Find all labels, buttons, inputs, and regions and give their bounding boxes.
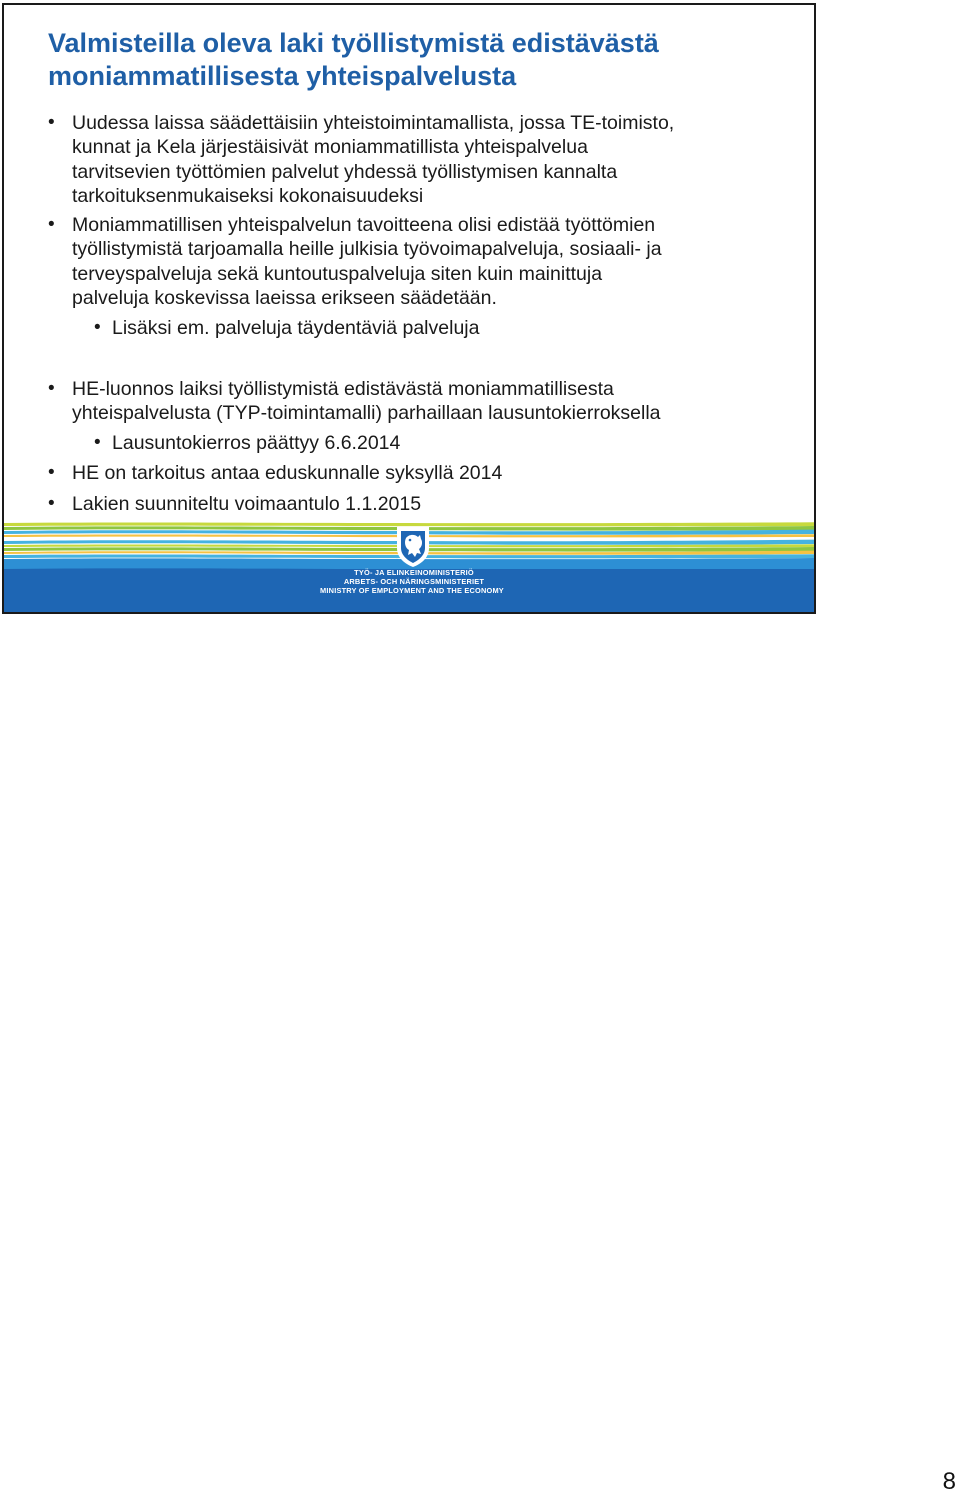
list-item-line: tarkoituksenmukaiseksi kokonaisuudeksi [72, 185, 424, 208]
list-item-text [72, 213, 662, 311]
bullet-marker: • [94, 317, 101, 338]
bullet-marker: • [48, 214, 55, 235]
bullet-marker: • [48, 493, 55, 514]
list-item-line: Lausuntokierros päättyy 6.6.2014 [112, 432, 401, 454]
ministry-name-sv: ARBETS- OCH NÄRINGSMINISTERIET [343, 577, 485, 586]
page-number: 8 [942, 1468, 956, 1495]
slide-title-line-2: moniammatillisesta yhteispalvelusta [48, 61, 517, 91]
list-item-line: tarvitsevien työttömien palvelut yhdessä työllistymisen kannalta [72, 160, 618, 183]
list-item-text [72, 461, 502, 485]
list-item-line: Lakien suunniteltu voimaantulo 1.1.2015 [72, 493, 422, 515]
list-item-text [112, 316, 479, 340]
bullet-marker: • [94, 432, 101, 453]
list-item-line: terveyspalveluja sekä kuntoutuspalveluja siten kuin mainittuja [72, 262, 603, 285]
list-item-text [112, 431, 400, 455]
list-item-line: palveluja koskevissa laeissa erikseen säädetään. [72, 287, 497, 310]
list-item-line: yhteispalvelusta (TYP-toimintamalli) parhaillaan lausuntokierroksella [72, 402, 661, 425]
list-item-line: Moniammatillisen yhteispalvelun tavoitteena olisi edistää työttömien [72, 214, 656, 236]
list-item-line: HE-luonnos laiksi työllistymistä edistävästä moniammatillisesta [72, 378, 614, 400]
list-item-line: HE on tarkoitus antaa eduskunnalle syksyllä 2014 [72, 462, 503, 484]
list-item-text [72, 377, 661, 426]
list-item-line: Lisäksi em. palveluja täydentäviä palveluja [112, 317, 480, 339]
list-item-line: Uudessa laissa säädettäisiin yhteistoimintamallista, jossa TE-toimisto, [72, 112, 675, 134]
bullet-marker: • [48, 378, 55, 399]
ministry-logo-text [304, 568, 524, 595]
list-item-text [72, 111, 674, 209]
list-item-line: työllistymistä tarjoamalla heille julkisia työvoimapalveluja, sosiaali- ja [72, 238, 662, 261]
slide-title-line-1: Valmisteilla oleva laki työllistymistä edistävästä [48, 28, 659, 58]
list-item-text [72, 492, 421, 516]
list-item-line: kunnat ja Kela järjestäisivät moniammatillista yhteispalvelua [72, 136, 588, 159]
lion-crest-icon [393, 524, 433, 568]
ministry-name-fi: TYÖ- JA ELINKEINOMINISTERIÖ [354, 568, 474, 577]
bullet-marker: • [48, 112, 55, 133]
ministry-name-en: MINISTRY OF EMPLOYMENT AND THE ECONOMY [320, 586, 504, 595]
bullet-marker: • [48, 462, 55, 483]
slide [2, 3, 816, 614]
